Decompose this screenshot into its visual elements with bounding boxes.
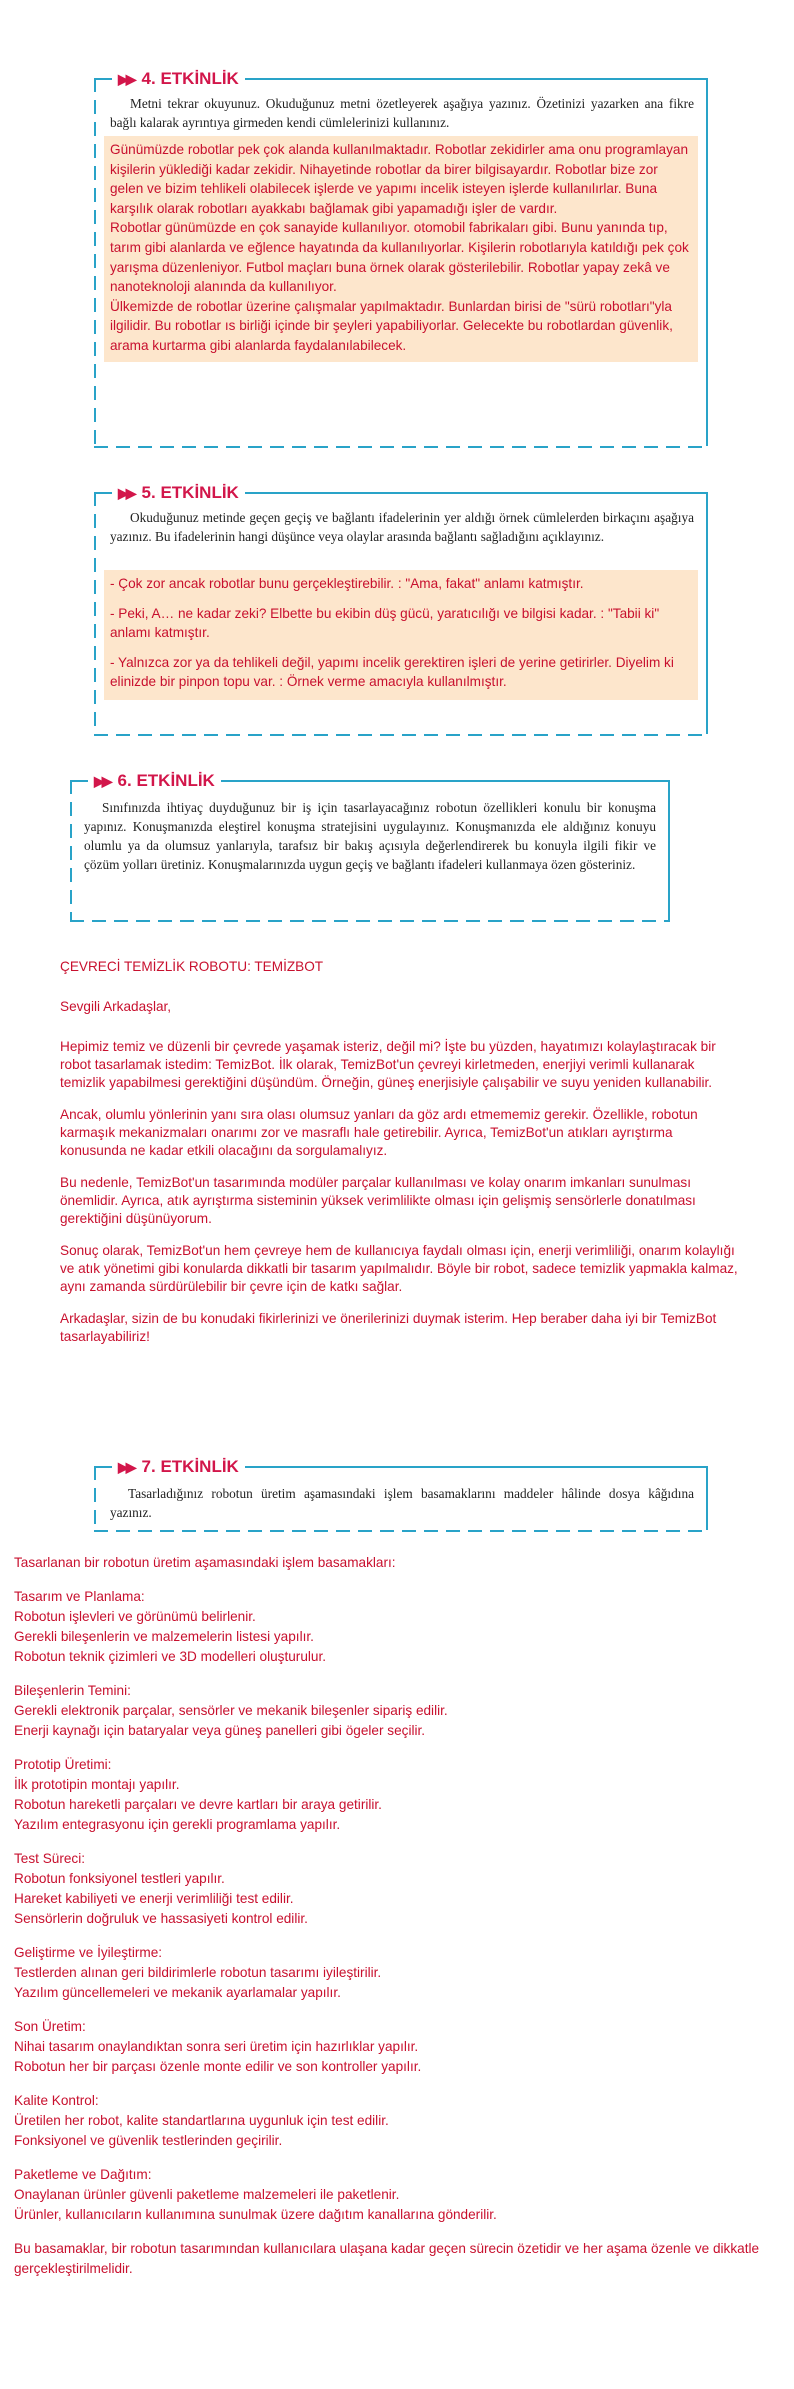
step-item: Hareket kabiliyeti ve enerji verimliliği test edilir. bbox=[14, 1891, 294, 1906]
double-arrow-icon: ▶▶ bbox=[94, 773, 110, 789]
step-group bbox=[14, 1849, 784, 1929]
production-steps bbox=[14, 1553, 784, 2279]
activity-4-instruction: Metni tekrar okuyunuz. Okuduğunuz metni özetleyerek aşağıya yazınız. Özetinizi yazarken ana fikre bağlı kalarak ayrıntıya girmeden kendi cümlelerinizi kullanınız. bbox=[110, 96, 694, 130]
step-group-title: Prototip Üretimi: bbox=[14, 1757, 112, 1772]
step-group-title: Tasarım ve Planlama: bbox=[14, 1589, 145, 1604]
answer-item: - Çok zor ancak robotlar bunu gerçekleştirebilir. : "Ama, fakat" anlamı katmıştır. bbox=[110, 576, 584, 591]
step-item: Fonksiyonel ve güvenlik testlerinden geçirilir. bbox=[14, 2133, 283, 2148]
answer-item: - Peki, A… ne kadar zeki? Elbette bu ekibin düş gücü, yaratıcılığı ve bilgisi kadar. : "Tabii ki" anlamı katmıştır. bbox=[110, 605, 660, 641]
activity-5-instruction: Okuduğunuz metinde geçen geçiş ve bağlantı ifadelerinin yer aldığı örnek cümlelerden birkaçını aşağıya yazınız. Bu ifadelerinin hangi düşünce veya olaylar arasında bağlantı sağladığını açıklayınız. bbox=[110, 510, 694, 544]
double-arrow-icon: ▶▶ bbox=[118, 71, 134, 87]
letter-paragraph: Hepimiz temiz ve düzenli bir çevrede yaşamak isteriz, değil mi? İşte bu yüzden, hayatımızı kolaylaştıracak bir robot tasarlamak istedim: TemizBot. İlk olarak, TemizBot'un çevreyi kirletmeden, enerjiyi verimli kullanarak temizlik yapabilmesi gerektiğini düşündüm. Örneğin, güneş enerjisiyle çalışabilir ve suyu yeniden kullanabilir. bbox=[60, 1039, 716, 1090]
letter-paragraph: Ancak, olumlu yönlerinin yanı sıra olası olumsuz yanları da göz ardı etmememiz gerekir. Özellikle, robotun karmaşık mekanizmaları onarımı zor ve masraflı hale getirebilir. Ayrıca, TemizBot'un atıkları ayrıştırma konusunda ne kadar etkili olacağını da sorgulamalıyız. bbox=[60, 1107, 698, 1158]
answer-paragraph: Günümüzde robotlar pek çok alanda kullanılmaktadır. Robotlar zekidirler ama onu programlayan kişilerin yüklediği kadar zekidir. Nihayetinde robotlar da birer bilgisayardır. Robotlar bize zor gelen ve bizim tehlikeli olabilecek işlerde ve yapımı incelik isteyen işlerde kullanılırlar. Buna karşılık olarak robotları ayakkabı bağlamak gibi yapamadığı işler de vardır. bbox=[110, 142, 689, 216]
step-item: Enerji kaynağı için bataryalar veya güneş panelleri gibi ögeler seçilir. bbox=[14, 1723, 426, 1738]
step-item: İlk prototipin montajı yapılır. bbox=[14, 1777, 180, 1792]
step-item: Yazılım güncellemeleri ve mekanik ayarlamalar yapılır. bbox=[14, 1985, 341, 2000]
step-item: Robotun hareketli parçaları ve devre kartları bir araya getirilir. bbox=[14, 1797, 382, 1812]
step-group-title: Kalite Kontrol: bbox=[14, 2093, 99, 2108]
answer-paragraph: Ülkemizde de robotlar üzerine çalışmalar yapılmaktadır. Bunlardan birisi de "sürü robotları"yla ilgilidir. Bu robotlar ıs birliği içinde bir şeyleri yapabiliyorlar. Gelecekte bu robotlardan güvenlik, arama kurtarma gibi alanlarda faydalanılabilecek. bbox=[110, 298, 673, 353]
letter-paragraph: Bu nedenle, TemizBot'un tasarımında modüler parçalar kullanılması ve kolay onarım imkanları sunulması önemlidir. Ayrıca, atık ayrıştırma sisteminin yüksek verimlilikte olması için gelişmiş sensörlerle donatılması gerektiğini düşünüyorum. bbox=[60, 1175, 696, 1226]
step-group bbox=[14, 2017, 784, 2077]
step-item: Robotun fonksiyonel testleri yapılır. bbox=[14, 1871, 225, 1886]
activity-6-title: ▶▶ 6. ETKİNLİK bbox=[88, 770, 221, 792]
step-item: Nihai tasarım onaylandıktan sonra seri üretim için hazırlıklar yapılır. bbox=[14, 2039, 419, 2054]
step-group-title: Geliştirme ve İyileştirme: bbox=[14, 1945, 163, 1960]
double-arrow-icon: ▶▶ bbox=[118, 1459, 134, 1475]
step-group bbox=[14, 1943, 784, 2003]
activity-7-title: ▶▶ 7. ETKİNLİK bbox=[112, 1456, 245, 1478]
step-item: Robotun her bir parçası özenle monte edilir ve son kontroller yapılır. bbox=[14, 2059, 422, 2074]
activity-7-box bbox=[94, 1457, 708, 1532]
step-group-title: Paketleme ve Dağıtım: bbox=[14, 2167, 152, 2182]
double-arrow-icon: ▶▶ bbox=[118, 485, 134, 501]
step-item: Üretilen her robot, kalite standartlarına uygunluk için test edilir. bbox=[14, 2113, 389, 2128]
step-item: Onaylanan ürünler güvenli paketleme malzemeleri ile paketlenir. bbox=[14, 2187, 400, 2202]
answer-paragraph: Robotlar günümüzde en çok sanayide kullanılıyor. otomobil fabrikaları gibi. Bunu yanında tıp, tarım gibi alanlarda ve eğlence hayatında da kullanılıyorlar. Kişilerin robotlarıyla katıldığı pek çok yarışma düzenleniyor. Futbol maçları buna örnek olarak gösterilebilir. Robotlar yapay zekâ ve nanoteknoloji alanında da kullanılıyor. bbox=[110, 220, 689, 295]
step-group-title: Son Üretim: bbox=[14, 2019, 86, 2034]
letter-paragraph: Arkadaşlar, sizin de bu konudaki fikirlerinizi ve önerilerinizi duymak isterim. Hep beraber daha iyi bir TemizBot tasarlayabiliriz! bbox=[60, 1311, 717, 1344]
letter-heading: ÇEVRECİ TEMİZLİK ROBOTU: TEMİZBOT bbox=[60, 959, 324, 974]
step-group-title: Bileşenlerin Temini: bbox=[14, 1683, 131, 1698]
letter bbox=[60, 958, 740, 1360]
step-item: Robotun işlevleri ve görünümü belirlenir. bbox=[14, 1609, 256, 1624]
letter-greeting: Sevgili Arkadaşlar, bbox=[60, 999, 172, 1014]
step-item: Testlerden alınan geri bildirimlerle robotun tasarımı iyileştirilir. bbox=[14, 1965, 382, 1980]
activity-4-title: ▶▶ 4. ETKİNLİK bbox=[112, 68, 245, 90]
activity-5-answer bbox=[104, 570, 698, 700]
step-item: Gerekli elektronik parçalar, sensörler ve mekanik bileşenler sipariş edilir. bbox=[14, 1703, 448, 1718]
activity-4-box bbox=[94, 69, 708, 448]
step-item: Sensörlerin doğruluk ve hassasiyeti kontrol edilir. bbox=[14, 1911, 308, 1926]
step-item: Ürünler, kullanıcıların kullanımına sunulmak üzere dağıtım kanallarına gönderilir. bbox=[14, 2207, 497, 2222]
activity-5-box bbox=[94, 483, 708, 736]
step-item: Robotun teknik çizimleri ve 3D modelleri oluşturulur. bbox=[14, 1649, 327, 1664]
activity-6-instruction: Sınıfınızda ihtiyaç duyduğunuz bir iş için tasarlayacağınız robotun özellikleri konulu bir konuşma yapınız. Konuşmanızda eleştirel konuşma stratejisini uygulayınız. Konuşmanızda ele aldığınız konuyu olumlu ya da olumsuz yanlarıyla, tarafsız bir bakış açısıyla değerlendirerek bu konuyla ilgili fikir ve çözüm yolları üretiniz. Konuşmalarınızda uygun geçiş ve bağlantı ifadeleri kullanmaya özen gösteriniz. bbox=[84, 800, 656, 872]
activity-5-title: ▶▶ 5. ETKİNLİK bbox=[112, 482, 245, 504]
activity-7-instruction: Tasarladığınız robotun üretim aşamasındaki işlem basamaklarını maddeler hâlinde dosya kâğıdına yazınız. bbox=[110, 1486, 694, 1520]
step-group-title: Test Süreci: bbox=[14, 1851, 86, 1866]
activity-6-box bbox=[70, 771, 670, 922]
answer-item: - Yalnızca zor ya da tehlikeli değil, yapımı incelik gerektiren işleri de yerine getirirler. Diyelim ki elinizde bir pinpon topu var. : Örnek verme amacıyla kullanılmıştır. bbox=[110, 654, 674, 690]
activity-4-answer bbox=[104, 136, 698, 362]
step-group bbox=[14, 2091, 784, 2151]
step-item: Gerekli bileşenlerin ve malzemelerin listesi yapılır. bbox=[14, 1629, 314, 1644]
step-item: Yazılım entegrasyonu için gerekli programlama yapılır. bbox=[14, 1817, 341, 1832]
steps-intro: Tasarlanan bir robotun üretim aşamasındaki işlem basamakları: bbox=[14, 1555, 396, 1570]
step-group bbox=[14, 1587, 784, 1667]
letter-paragraph: Sonuç olarak, TemizBot'un hem çevreye hem de kullanıcıya faydalı olması için, enerji verimliliği, onarım kolaylığı ve atık yönetimi gibi konularda dikkatli bir tasarım yapılmalıdır. Böyle bir robot, sadece temizlik yapmakla kalmaz, aynı zamanda sürdürülebilir bir çevre için de katkı sağlar. bbox=[60, 1243, 738, 1294]
step-group bbox=[14, 1755, 784, 1835]
step-group bbox=[14, 2165, 784, 2225]
steps-conclusion: Bu basamaklar, bir robotun tasarımından kullanıcılara ulaşana kadar geçen sürecin özetidir ve her aşama özenle ve dikkatle gerçekleştirilmelidir. bbox=[14, 2241, 760, 2276]
step-group bbox=[14, 1681, 784, 1741]
